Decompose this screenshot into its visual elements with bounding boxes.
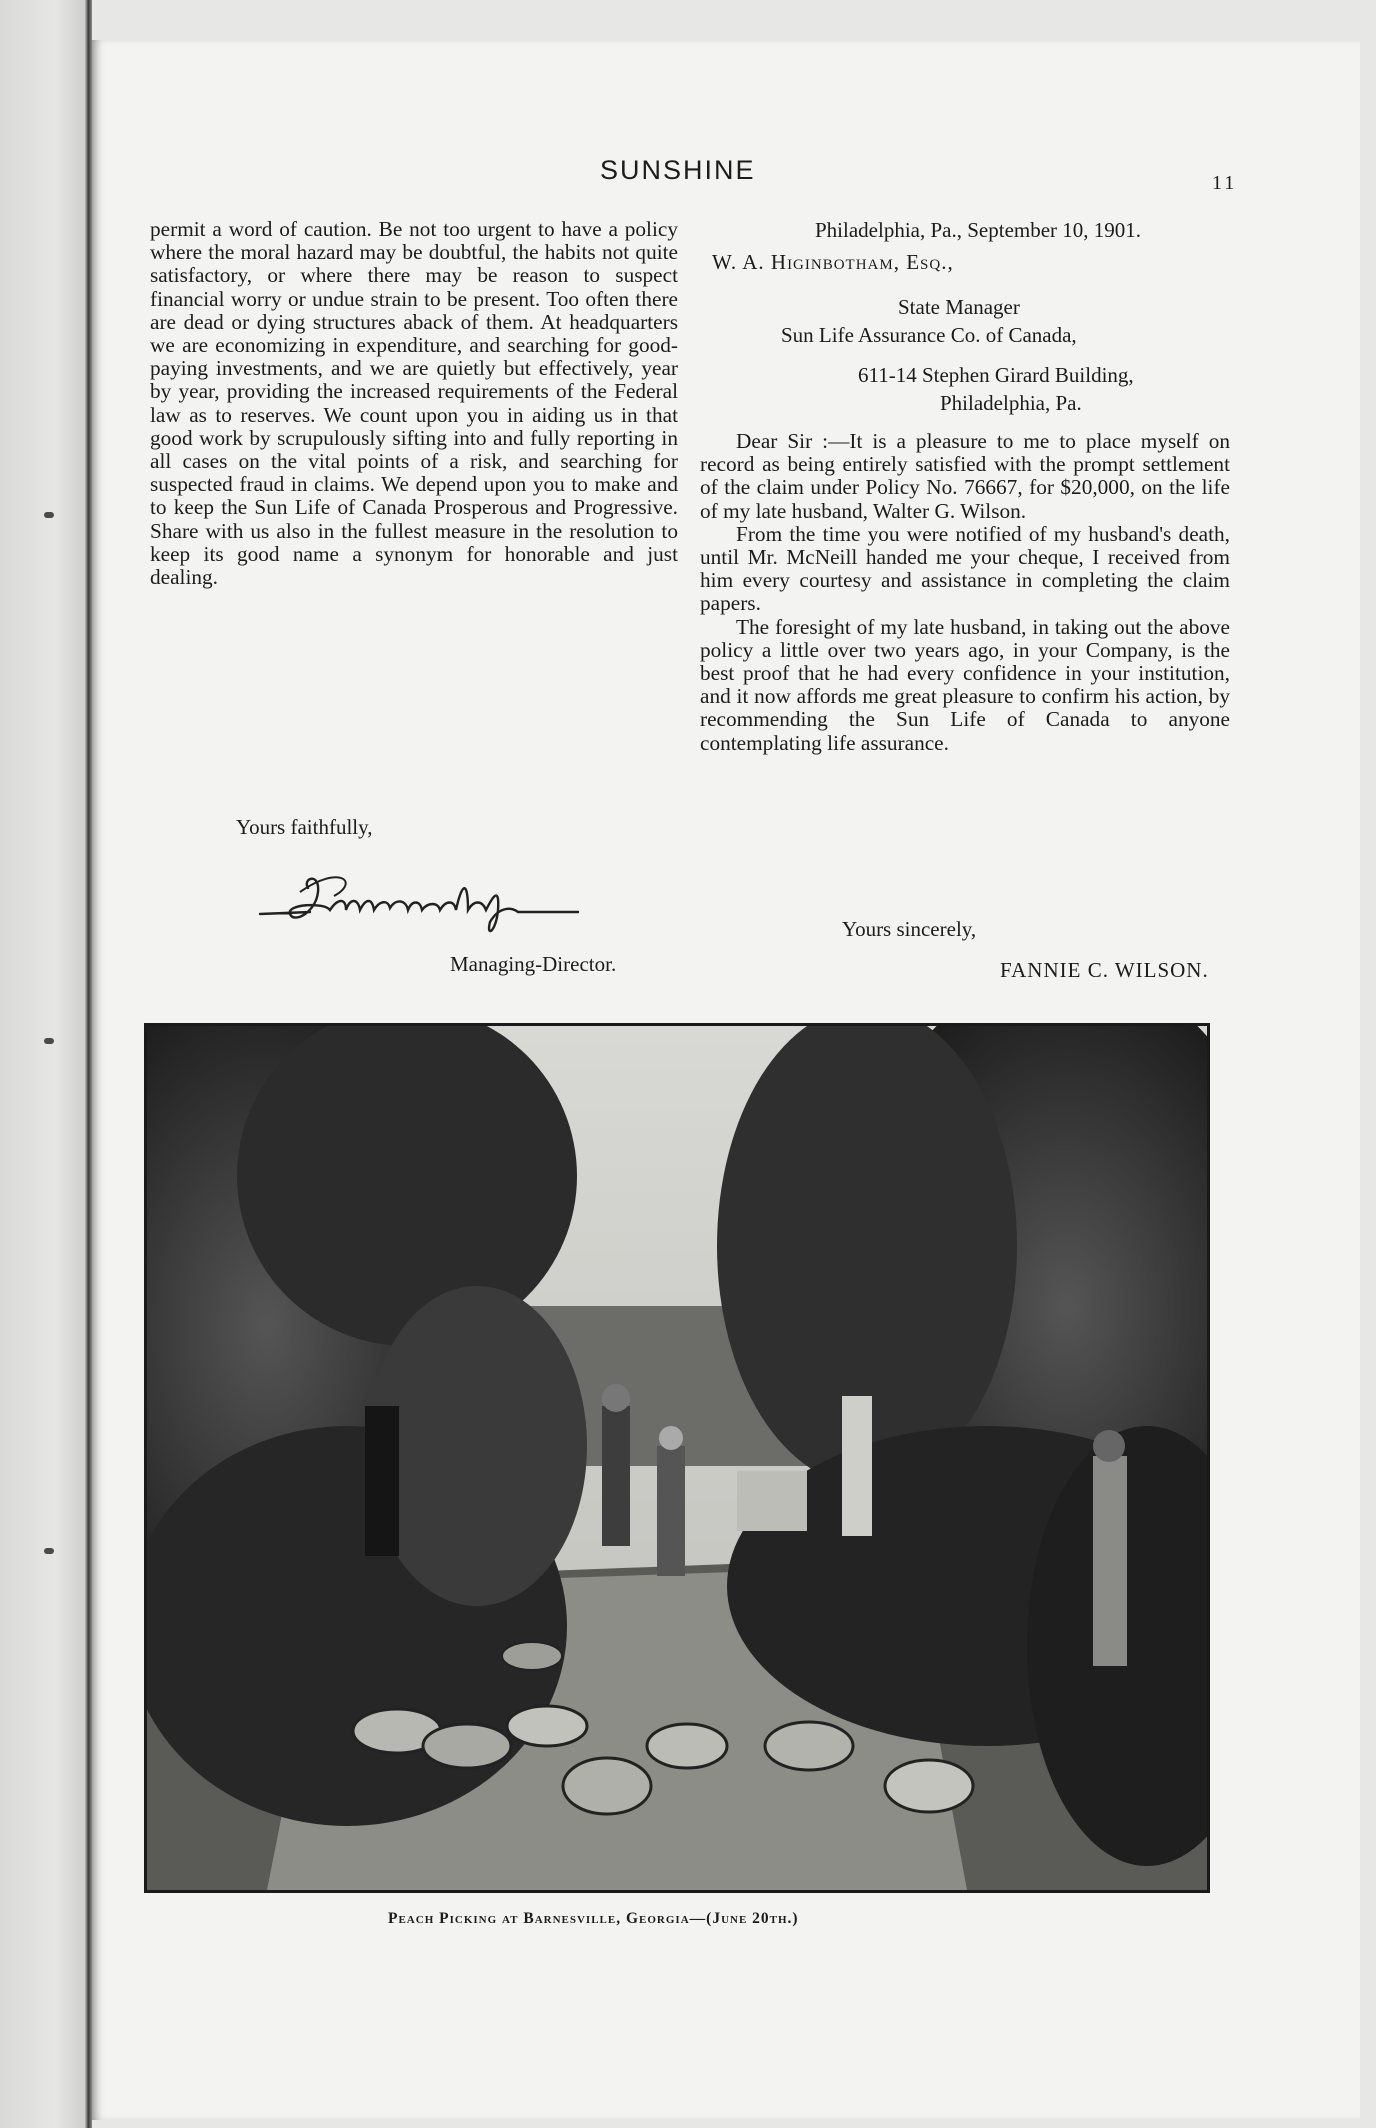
orchard-photo-graphic bbox=[147, 1026, 1207, 1890]
dateline: Philadelphia, Pa., September 10, 1901. bbox=[815, 218, 1142, 242]
scan-binding-edge bbox=[0, 0, 92, 2128]
right-closing: Yours sincerely, bbox=[842, 917, 977, 941]
signature-graphic bbox=[250, 852, 670, 942]
addressee: W. A. Higinbotham, Esq., bbox=[712, 250, 954, 274]
letter-paragraph: Dear Sir :—It is a pleasure to me to place myself on record as being entirely satisfied with the prompt settlement of the claim under Policy No. 76667, for $20,000, on the life of my late husband, Walter G. Wilson. bbox=[700, 429, 1230, 523]
left-column-body: permit a word of caution. Be not too urgent to have a policy where the moral hazard may be doubtful, the habits not quite satisfactory, or where there may be reason to suspect financial worry or undue strain to be present. Too often there are dead or dying structures aback of them. At headquarters we are economizing in expenditure, and searching for good-paying investments, and we are quietly but effectively, year by year, providing the increased requirements of the Federal law as to reserves. We count upon you in aiding us in that good work by scrupulously sifting into and fully reporting in all cases on the vital points of a risk, and searching for suspected fraud in claims. We depend upon you to make and to keep the Sun Life of Canada Prosperous and Progressive. Share with us also in the fullest measure in the resolution to keep its good name a synonym for honorable and just dealing. bbox=[150, 217, 678, 590]
address-line: Philadelphia, Pa. bbox=[940, 391, 1082, 415]
binding-staple bbox=[44, 512, 54, 518]
left-signer-title: Managing-Director. bbox=[450, 952, 617, 976]
left-closing: Yours faithfully, bbox=[236, 815, 373, 839]
letter-paragraph: From the time you were notified of my husband's death, until Mr. McNeill handed me your cheque, I received from him every courtesy and assistance in completing the claim papers. bbox=[700, 521, 1230, 616]
letter-signer: FANNIE C. WILSON. bbox=[1000, 958, 1209, 982]
address-line: 611-14 Stephen Girard Building, bbox=[858, 363, 1134, 387]
signature bbox=[250, 852, 670, 942]
binding-staple bbox=[44, 1038, 54, 1044]
page-number: 11 bbox=[1212, 172, 1238, 194]
letter-body bbox=[700, 430, 1230, 755]
binding-staple bbox=[44, 1548, 54, 1554]
orchard-photo bbox=[144, 1023, 1210, 1893]
address-line: Sun Life Assurance Co. of Canada, bbox=[781, 323, 1077, 347]
masthead: SUNSHINE bbox=[600, 155, 756, 185]
address-line: State Manager bbox=[898, 295, 1020, 319]
letter-paragraph: The foresight of my late husband, in taking out the above policy a little over two years ago, in your Company, is the best proof that he had every confidence in your institution, and it now affords me great pleasure to confirm his action, by recommending the Sun Life of Canada to anyone contemplating life assurance. bbox=[700, 614, 1230, 755]
left-column bbox=[150, 218, 678, 589]
photo-caption: Peach Picking at Barnesville, Georgia—(June 20th.) bbox=[388, 1910, 799, 1927]
